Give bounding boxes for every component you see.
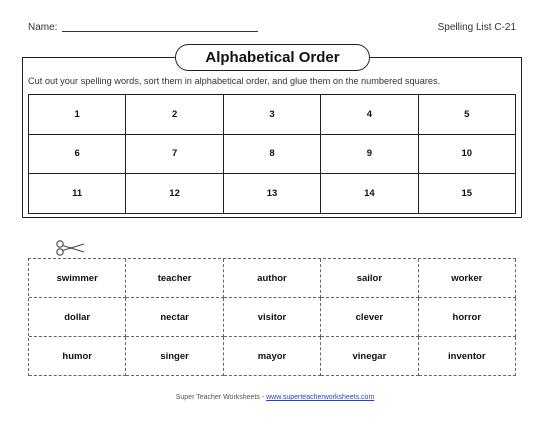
footer	[0, 394, 550, 401]
number-square: 7	[126, 135, 223, 175]
word-card: dollar	[29, 298, 126, 337]
word-card: humor	[29, 337, 126, 376]
word-card: swimmer	[29, 259, 126, 298]
instructions-text: Cut out your spelling words, sort them in alphabetical order, and glue them on the numbered squares.	[28, 76, 441, 86]
word-card: mayor	[224, 337, 321, 376]
worksheet-title: Alphabetical Order	[175, 44, 370, 71]
number-square: 9	[321, 135, 418, 175]
word-card: visitor	[224, 298, 321, 337]
word-card: singer	[126, 337, 223, 376]
scissors-icon	[55, 240, 85, 256]
footer-prefix: Super Teacher Worksheets -	[175, 394, 267, 401]
word-card: teacher	[126, 259, 223, 298]
word-card: vinegar	[321, 337, 418, 376]
spelling-list-label: Spelling List C-21	[437, 22, 516, 33]
footer-link[interactable]: www.superteacherworksheets.com	[266, 394, 375, 401]
number-square: 6	[29, 135, 126, 175]
numbered-grid	[28, 94, 516, 214]
word-card: sailor	[321, 259, 418, 298]
number-square: 10	[419, 135, 516, 175]
number-square: 3	[224, 95, 321, 135]
number-square: 5	[419, 95, 516, 135]
number-square: 1	[29, 95, 126, 135]
word-card: inventor	[419, 337, 516, 376]
name-line	[62, 31, 258, 32]
name-label: Name:	[28, 22, 58, 33]
word-cards	[28, 258, 516, 376]
number-square: 2	[126, 95, 223, 135]
word-card: worker	[419, 259, 516, 298]
word-card: author	[224, 259, 321, 298]
number-square: 4	[321, 95, 418, 135]
number-square: 8	[224, 135, 321, 175]
word-card: clever	[321, 298, 418, 337]
number-square: 15	[419, 174, 516, 214]
number-square: 12	[126, 174, 223, 214]
number-square: 13	[224, 174, 321, 214]
word-card: nectar	[126, 298, 223, 337]
number-square: 14	[321, 174, 418, 214]
word-card: horror	[419, 298, 516, 337]
number-square: 11	[29, 174, 126, 214]
